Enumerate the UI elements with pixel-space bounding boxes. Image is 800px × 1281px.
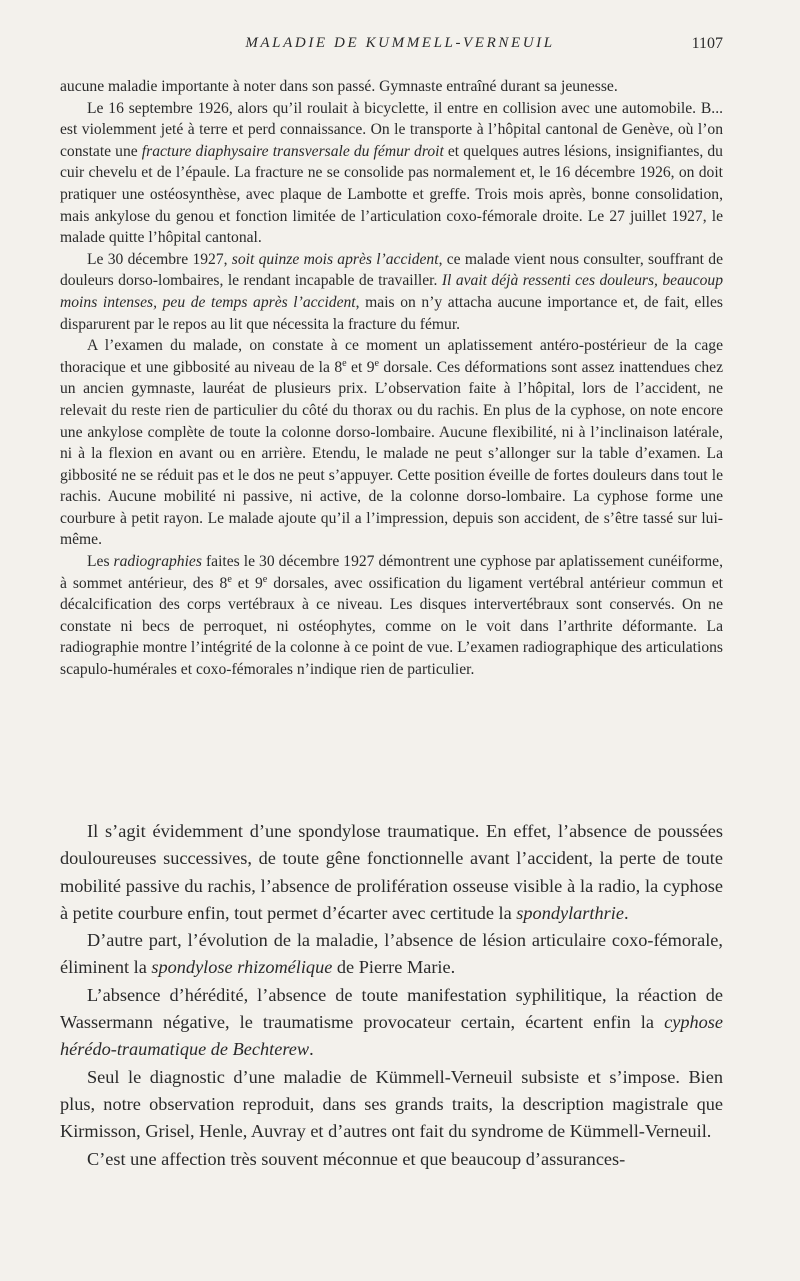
emphasis-radiographies: radiographies — [113, 553, 202, 571]
discussion-text — [60, 818, 723, 1173]
observation-paragraph-4: A l’examen du malade, on constate à ce moment un aplatissement antéro-postérieur de la cage thoracique et une gibbosité au niveau de la 8e et 9e dorsale. Ces déformations sont assez inattendues chez un ancien gymnaste, lauréat de plusieurs prix. L’observation faite à l’hôpital, lors de l’accident, ne relevait du reste rien de particulier du côté du thorax ou du rachis. En plus de la cyphose, on note encore une ankylose complète de toute la colonne dorso-lombaire. Aucune flexibilité, ni à l’inclinaison latérale, ni à la flexion en avant ou en arrière. Etendu, le malade ne peut s’allonger sur la table d’examen. La gibbosité ne se réduit pas et le dos ne peut s’appuyer. Cette position éveille de fortes douleurs dans tout le rachis. Aucune mobilité ni passive, ni active, de la colonne dorso-lombaire. La cyphose forme une courbure à petit rayon. Le malade ajoute qu’il a l’impression, depuis son accident, de s’être tassé sur lui-même. — [60, 337, 723, 549]
observation-paragraph-1: aucune maladie importante à noter dans son passé. Gymnaste entraîné durant sa jeunesse. — [60, 78, 618, 95]
emphasis-cyphose-bechterew: cyphose hérédo-traumatique de Bechterew — [60, 1012, 723, 1060]
emphasis-spondylarthrie: spondylarthrie — [516, 902, 624, 923]
running-title: MALADIE DE KUMMELL-VERNEUIL — [245, 35, 555, 51]
observation-paragraph-3: Le 30 décembre 1927, soit quinze mois après l’accident, ce malade vient nous consulter, souffrant de douleurs dorso-lombaires, le rendant incapable de travailler. Il avait déjà ressenti ces douleurs, beaucoup moins intenses, peu de temps après l’accident, mais on n’y attacha aucune importance et, de fait, elles disparurent par le repos au lit que nécessita la fracture du fémur. — [60, 250, 724, 333]
discussion-paragraph-1: Il s’agit évidemment d’une spondylose traumatique. En effet, l’absence de poussées douloureuses successives, de toute gêne fonctionnelle avant l’accident, la perte de toute mobilité passive du rachis, l’absence de prolifération osseuse visible à la radio, la cyphose à petite courbure enfin, tout permet d’écarter avec certitude la spondylarthrie. — [60, 821, 723, 923]
observation-paragraph-2: Le 16 septembre 1926, alors qu’il roulait à bicyclette, il entre en collision avec une automobile. B... est violemment jeté à terre et perd connaissance. On le transporte à l’hôpital cantonal de Genève, où l’on constate une fracture diaphysaire transversale du fémur droit et quelques autres lésions, insignifiantes, du cuir chevelu et de l’épaule. La fracture ne se consolide pas normalement et, le 16 décembre 1926, on doit pratiquer une ostéosynthèse, avec plaque de Lambotte et greffe. Trois mois après, bonne consolidation, mais ankylose du genou et fonction limitée de l’articulation coxo-fémorale droite. Le 27 juillet 1927, le malade quitte l’hôpital cantonal. — [60, 99, 723, 247]
page-number: 1107 — [691, 35, 723, 52]
discussion-paragraph-5: C’est une affection très souvent méconnue et que beaucoup d’assurances- — [87, 1148, 626, 1169]
emphasis-fracture: fracture diaphysaire transversale du fémur droit — [141, 142, 444, 160]
observation-text — [60, 76, 723, 681]
emphasis-spondylose-rhizomelique: spondylose rhizomélique — [151, 957, 333, 978]
observation-paragraph-5: Les radiographies faites le 30 décembre 1927 démontrent une cyphose par aplatissement cunéiforme, à sommet antérieur, des 8e et 9e dorsales, avec ossification du ligament vertébral antérieur commun et décalcification des corps vertébraux à ce niveau. Les disques intervertébraux sont conservés. On ne constate ni becs de perroquet, ni ostéophytes, comme on le voit dans l’arthrite déformante. La radiographie montre l’intégrité de la colonne à ce point de vue. L’examen radiographique des articulations scapulo-humérales et coxo-fémorales n’indique rien de particulier. — [60, 553, 723, 679]
running-head — [0, 35, 800, 57]
discussion-paragraph-2: D’autre part, l’évolution de la maladie, l’absence de lésion articulaire coxo-fémorale, éliminent la spondylose rhizomélique de Pierre Marie. — [60, 930, 723, 978]
emphasis-quinze-mois: soit quinze mois après l’accident — [231, 250, 439, 268]
discussion-paragraph-4: Seul le diagnostic d’une maladie de Kümmell-Verneuil subsiste et s’impose. Bien plus, notre observation reproduit, dans ses grands traits, la description magistrale que Kirmisson, Grisel, Henle, Auvray et d’autres ont fait du syndrome de Kümmell-Verneuil. — [60, 1066, 723, 1142]
emphasis-douleurs: Il avait déjà ressenti ces douleurs, beaucoup moins intenses, peu de temps après l’accident — [60, 272, 724, 311]
discussion-paragraph-3: L’absence d’hérédité, l’absence de toute manifestation syphilitique, la réaction de Wassermann négative, le traumatisme provocateur certain, écartent enfin la cyphose hérédo-traumatique de Bechterew. — [60, 984, 723, 1060]
